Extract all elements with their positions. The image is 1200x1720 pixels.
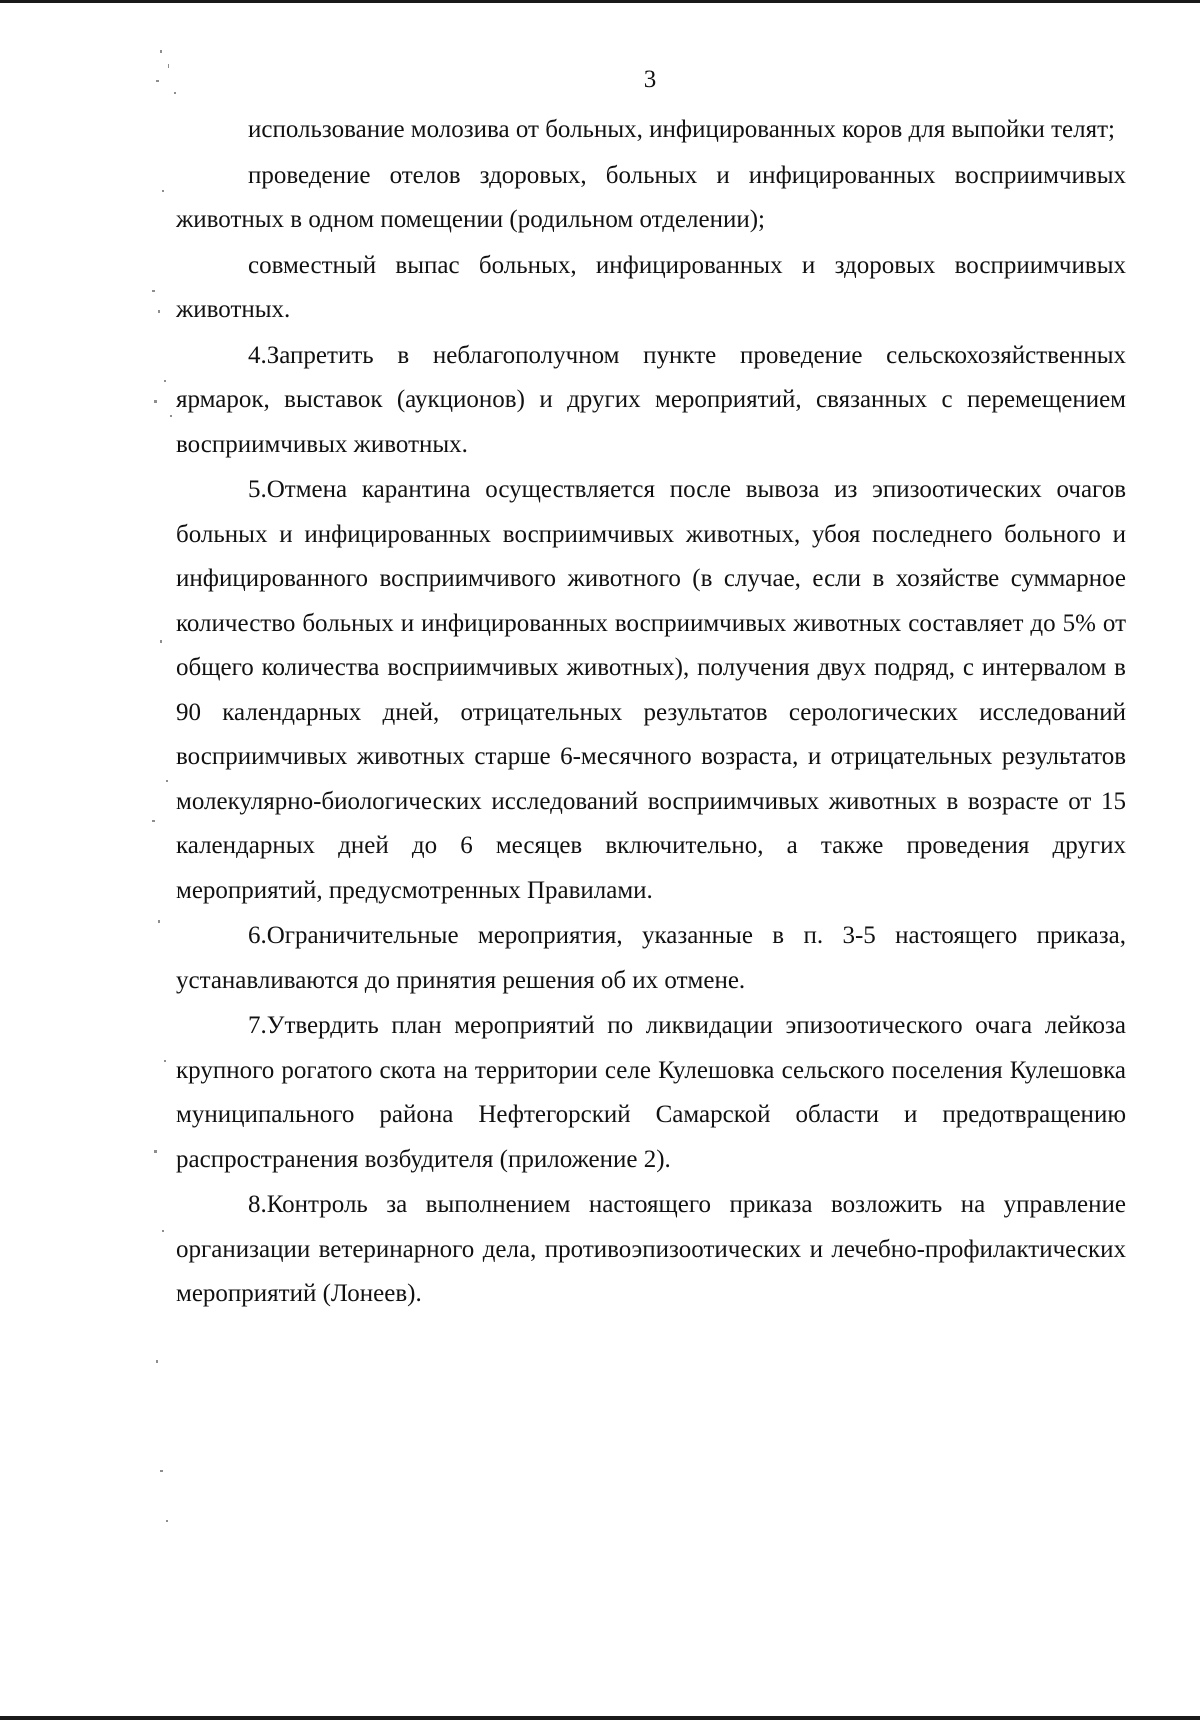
scan-noise-left [140, 20, 200, 1620]
paragraph-item-8: 8.Контроль за выполнением настоящего приказа возложить на управление организации ветеринарного дела, противоэпизоотических и лечебно-профилактических мероприятий (Лонеев). [176, 1191, 1126, 1307]
paragraph-item-5: 5.Отмена карантина осуществляется после вывоза из эпизоотических очагов больных и инфицированных восприимчивых животных, убоя последнего больного и инфицированного восприимчивого животного (в случае, если в хозяйстве суммарное количество больных и инфицированных восприимчивых животных составляет до 5% от общего количества восприимчивых животных), получения двух подряд, с интервалом в 90 календарных дней, отрицательных результатов серологических исследований восприимчивых животных старше 6-месячного возраста, и отрицательных результатов молекулярно-биологических исследований восприимчивых животных в возрасте от 15 календарных дней до 6 месяцев включительно, а также проведения других мероприятий, предусмотренных Правилами. [176, 476, 1126, 904]
page-number: 3 [643, 66, 657, 93]
paragraph-item-4: 4.Запретить в неблагополучном пункте проведение сельскохозяйственных ярмарок, выставок (аукционов) и других мероприятий, связанных с перемещением восприимчивых животных. [176, 341, 1126, 458]
paragraph-grazing: совместный выпас больных, инфицированных и здоровых восприимчивых животных. [176, 251, 1126, 323]
paragraph-item-6: 6.Ограничительные мероприятия, указанные в п. 3-5 настоящего приказа, устанавливаются до принятия решения об их отмене. [176, 922, 1126, 994]
bottom-border [0, 1716, 1200, 1720]
paragraph-item-7: 7.Утвердить план мероприятий по ликвидации эпизоотического очага лейкоза крупного рогатого скота на территории селе Кулешовка сельского поселения Кулешовка муниципального района Нефтегорский Самарской области и предотвращению распространения возбудителя (приложение 2). [176, 1012, 1126, 1173]
document-body [176, 108, 1126, 1318]
paragraph-colostrum: использование молозива от больных, инфицированных коров для выпойки телят; [248, 116, 1115, 143]
top-border [0, 0, 1200, 3]
paragraph-calving: проведение отелов здоровых, больных и инфицированных восприимчивых животных в одном помещении (родильном отделении); [176, 161, 1126, 233]
